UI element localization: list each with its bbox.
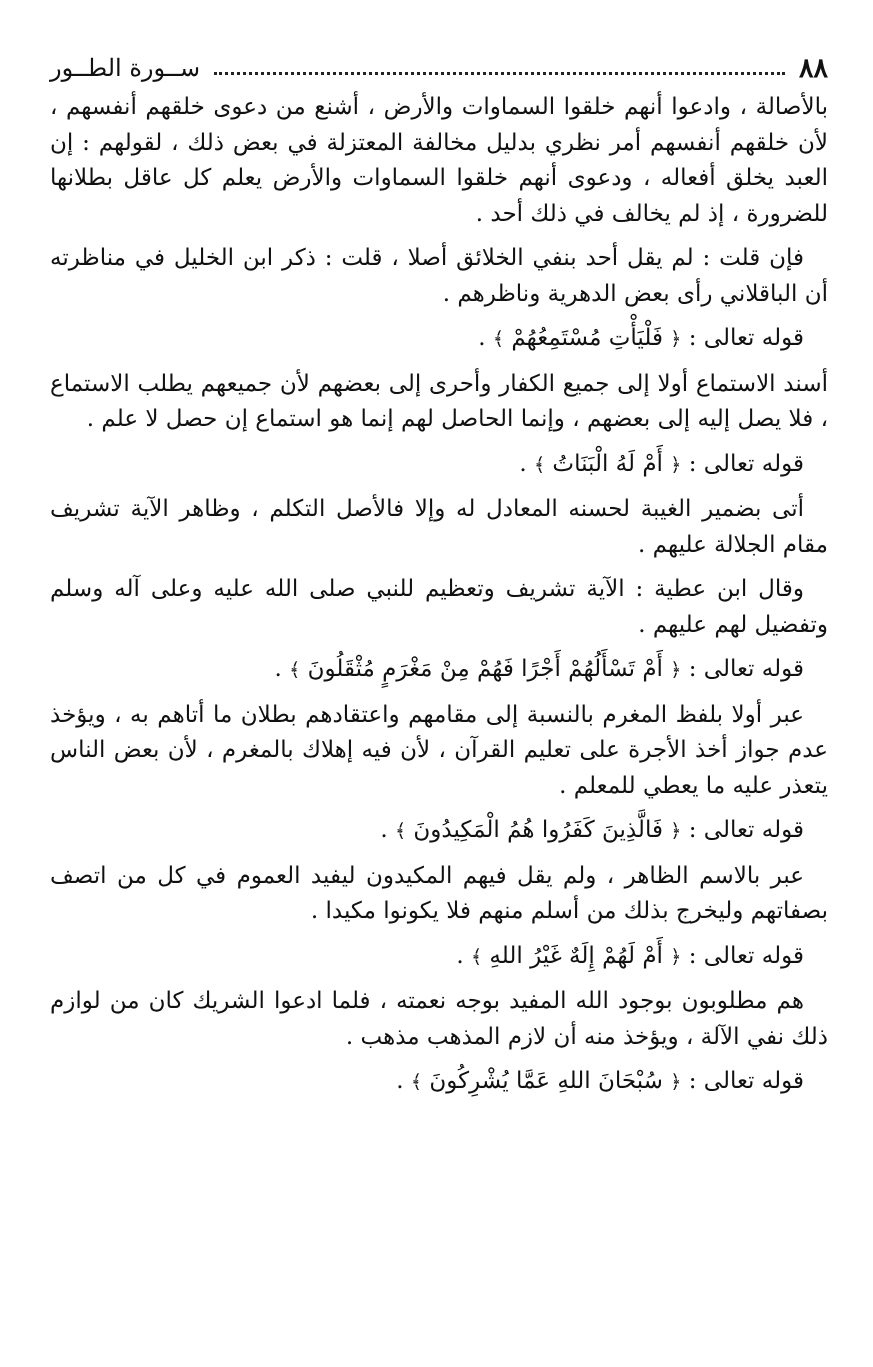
verse-lead: قوله تعالى : xyxy=(688,942,804,969)
paragraph: أسند الاستماع أولا إلى جميع الكفار وأحرى إلى بعضهم لأن جميعهم يطلب الاستماع ، فلا يصل إليه إلى بعضهم ، وإنما الحاصل لهم إنما هو استماع إن حصل لا علم . xyxy=(50,370,828,432)
verse-heading xyxy=(50,652,828,689)
ornate-bracket-open: ﴿ xyxy=(670,453,682,476)
quran-quote: أَمْ لَهُ الْبَنَاتُ xyxy=(552,450,663,477)
ornate-bracket-close: ﴾ xyxy=(410,1071,423,1093)
paragraph: عبر أولا بلفظ المغرم بالنسبة إلى مقامهم واعتقادهم بطلان ما أتاهم به ، ويؤخذ عدم جواز أخذ الأجرة على تعليم القرآن ، لأن فيه إهلاك بالمغرم ، لأن بعض الناس يتعذر عليه ما يعطي للمعلم . xyxy=(50,701,828,799)
verse-lead: قوله تعالى : xyxy=(688,656,804,682)
ornate-bracket-close: ﴾ xyxy=(394,820,407,842)
paragraph: هم مطلوبون بوجود الله المفيد بوجه نعمته ، فلما ادعوا الشريك كان من لوازم ذلك نفي الآلة ، ويؤخذ منه أن لازم المذهب مذهب . xyxy=(50,988,828,1050)
ornate-bracket-open: ﴿ xyxy=(670,659,682,681)
ornate-bracket-close: ﴾ xyxy=(470,945,483,968)
page-body xyxy=(50,90,828,1101)
ornate-bracket-close: ﴾ xyxy=(492,328,505,350)
verse-lead: قوله تعالى : xyxy=(688,450,804,477)
verse-end: . xyxy=(519,450,527,477)
book-page xyxy=(50,48,828,1338)
paragraph: عبر بالاسم الظاهر ، ولم يقل فيهم المكيدون ليفيد العموم في كل من اتصف بصفاتهم وليخرج بذلك من أسلم منهم فلا يكونوا مكيدا . xyxy=(50,862,828,924)
quran-quote: أَمْ لَهُمْ إِلَهٌ غَيْرُ اللهِ xyxy=(489,942,663,969)
paragraph: بالأصالة ، وادعوا أنهم خلقوا السماوات والأرض ، أشنع من دعوى خلقهم أنفسهم ، لأن خلقهم أنفسهم أمر نظري بدليل مخالفة المعتزلة في بعض ذلك ، لقولهم : إن العبد يخلق أفعاله ، ودعوى أنهم خلقوا السماوات والأرض يعلم كل عاقل بطلانها للضرورة ، إذ لم يخالف في ذلك أحد . xyxy=(50,94,828,227)
verse-heading xyxy=(50,321,828,358)
surah-title: ســورة الطــور xyxy=(50,54,201,82)
ornate-bracket-open: ﴿ xyxy=(670,820,682,842)
verse-heading xyxy=(50,813,828,850)
verse-end: . xyxy=(274,656,282,682)
ornate-bracket-open: ﴿ xyxy=(670,1071,682,1093)
dotted-leader xyxy=(214,72,785,75)
quran-quote: سُبْحَانَ اللهِ عَمَّا يُشْرِكُونَ xyxy=(429,1068,663,1094)
paragraph: فإن قلت : لم يقل أحد بنفي الخلائق أصلا ، قلت : ذكر ابن الخليل في مناظرته أن الباقلاني رأى بعض الدهرية وناظرهم . xyxy=(50,245,828,307)
paragraph: أتى بضمير الغيبة لحسنه المعادل له وإلا فالأصل التكلم ، وظاهر الآية تشريف مقام الجلالة عليهم . xyxy=(50,496,828,558)
running-header xyxy=(50,48,828,88)
verse-end: . xyxy=(380,817,388,843)
verse-heading xyxy=(50,939,828,976)
verse-lead: قوله تعالى : xyxy=(688,817,804,843)
verse-end: . xyxy=(456,942,464,969)
ornate-bracket-close: ﴾ xyxy=(533,453,546,476)
page-number: ٨٨ xyxy=(798,52,828,84)
paragraph: وقال ابن عطية : الآية تشريف وتعظيم للنبي صلى الله عليه وعلى آله وسلم وتفضيل لهم عليهم . xyxy=(50,576,828,638)
verse-end: . xyxy=(396,1068,404,1094)
verse-lead: قوله تعالى : xyxy=(688,325,804,351)
verse-heading xyxy=(50,447,828,484)
verse-heading xyxy=(50,1064,828,1101)
quran-quote: فَلْيَأْتِ مُسْتَمِعُهُمْ xyxy=(511,325,663,351)
quran-quote: فَالَّذِينَ كَفَرُوا هُمُ الْمَكِيدُونَ xyxy=(413,817,663,843)
ornate-bracket-open: ﴿ xyxy=(670,328,682,350)
verse-end: . xyxy=(478,325,486,351)
ornate-bracket-close: ﴾ xyxy=(289,659,301,681)
quran-quote: أَمْ تَسْأَلُهُمْ أَجْرًا فَهُمْ مِنْ مَغْرَمٍ مُثْقَلُونَ xyxy=(307,656,663,682)
verse-lead: قوله تعالى : xyxy=(688,1068,804,1094)
ornate-bracket-open: ﴿ xyxy=(670,945,682,968)
